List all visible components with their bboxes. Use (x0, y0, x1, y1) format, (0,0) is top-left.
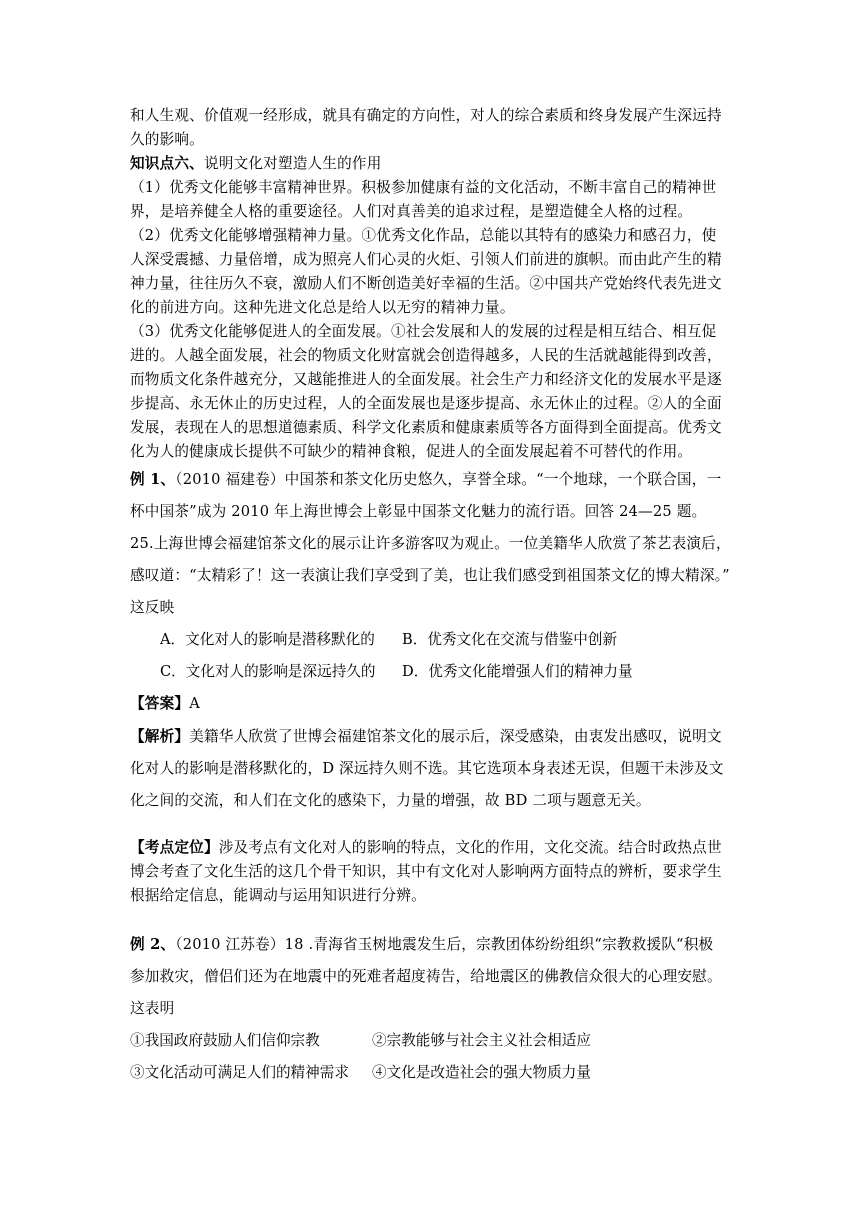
text-line: 化之间的交流，和人们在文化的感染下，力量的增强，故 BD 二项与题意无关。 (130, 792, 651, 809)
text-line: 化为人的健康成长提供不可缺少的精神食粮，促进人的全面发展起着不可替代的作用。 (130, 443, 693, 460)
text-line: 进的。人越全面发展，社会的物质文化财富就会创造得越多，人民的生活就越能得到改善， (130, 347, 722, 364)
text-line: （3）优秀文化能够促进人的全面发展。①社会发展和人的发展的过程是相互结合、相互促 (130, 323, 717, 340)
text-line: 神力量，往往历久不衰，激励人们不断创造美好幸福的生活。②中国共产党始终代表先进文 (130, 275, 722, 292)
statement-1: ①我国政府鼓励人们信仰宗教 (130, 1032, 320, 1049)
text-line: 这反映 (130, 599, 175, 616)
analysis-label: 【解析】 (130, 728, 190, 745)
text-line: （1）优秀文化能够丰富精神世界。积极参加健康有益的文化活动，不断丰富自己的精神世 (130, 179, 717, 196)
text-line: 化的前进方向。这种先进文化总是给人以无穷的精神力量。 (130, 299, 515, 316)
text-line: 感叹道：“太精彩了！这一表演让我们享受到了美，也让我们感受到祖国茶文亿的博大精深。” (130, 567, 730, 584)
text-line: （2）优秀文化能够增强精神力量。①优秀文化作品，总能以其特有的感染力和感召力，使 (130, 227, 717, 244)
example-text: （2010 江苏卷）18 .青海省玉树地震发生后，宗教团体纷纷组织“宗教救援队“积极 (175, 936, 714, 953)
text-line: 这表明 (130, 1000, 175, 1017)
text-line: 化对人的影响是潜移默化的，D 深远持久则不选。其它选项本身表述无误，但题干未涉及文 (130, 760, 724, 777)
answer-label: 【答案】 (130, 695, 190, 712)
example-label: 例 1、 (130, 471, 176, 488)
answer-line (130, 694, 730, 714)
text-line: 人深受震撼、力量倍增，成为照亮人们心灵的火炬、引领人们前进的旗帜。而由此产生的精 (130, 251, 722, 268)
knowledge-point-label: 知识点六、 (130, 155, 204, 172)
kaodian-line (130, 838, 730, 858)
example-label: 例 2、 (130, 936, 176, 953)
kaodian-text: 涉及考点有文化对人的影响的特点，文化的作用，文化交流。结合时政热点世 (218, 839, 722, 856)
text-line: 参加救灾，僧侣们还为在地震中的死难者超度祷告，给地震区的佛教信众很大的心理安慰。 (130, 968, 722, 985)
text-line: 久的影响。 (130, 131, 204, 148)
text-line: 博会考查了文化生活的这几个骨干知识，其中有文化对人影响两方面特点的辨析，要求学生 (130, 863, 722, 880)
text-line: 根据给定信息，能调动与运用知识进行分辨。 (130, 887, 426, 904)
option-d: D．优秀文化能增强人们的精神力量 (402, 663, 633, 680)
analysis-line (130, 727, 730, 747)
text-line: 杯中国茶”成为 2010 年上海世博会上彰显中国茶文化魅力的流行语。回答 24—25 题。 (130, 503, 707, 520)
text-line: 而物质文化条件越充分，又越能推进人的全面发展。社会生产力和经济文化的发展水平是逐 (130, 371, 722, 388)
example-2-intro (130, 935, 730, 955)
text-line: 和人生观、价值观一经形成，就具有确定的方向性，对人的综合素质和终身发展产生深远持 (130, 107, 722, 124)
answer-value: A (189, 695, 200, 712)
option-c: C．文化对人的影响是深远持久的 (160, 663, 376, 680)
question-25: 25.上海世博会福建馆茶文化的展示让许多游客叹为观止。一位美籍华人欣赏了茶艺表演后， (130, 535, 731, 552)
kaodian-label: 【考点定位】 (130, 839, 219, 856)
text-line: 步提高、永无休止的历史过程，人的全面发展也是逐步提高、永无休止的过程。②人的全面 (130, 395, 722, 412)
example-text: （2010 福建卷）中国茶和茶文化历史悠久，享誉全球。“一个地球，一个联合国，一 (175, 471, 722, 488)
section-heading-text: 说明文化对塑造人生的作用 (203, 155, 382, 172)
option-b: B．优秀文化在交流与借鉴中创新 (402, 631, 618, 648)
text-line: 界，是培养健全人格的重要途径。人们对真善美的追求过程，是塑造健全人格的过程。 (130, 203, 693, 220)
analysis-text: 美籍华人欣赏了世博会福建馆茶文化的展示后，深受感染，由衷发出感叹，说明文 (189, 728, 722, 745)
statement-2: ②宗教能够与社会主义社会相适应 (372, 1032, 591, 1049)
example-1-intro (130, 470, 730, 490)
section-heading (130, 154, 730, 174)
option-a: A．文化对人的影响是潜移默化的 (160, 631, 375, 648)
statement-3: ③文化活动可满足人们的精神需求 (130, 1064, 349, 1081)
text-line: 发展，表现在人的思想道德素质、科学文化素质和健康素质等各方面得到全面提高。优秀文 (130, 419, 722, 436)
statement-4: ④文化是改造社会的强大物质力量 (372, 1064, 591, 1081)
